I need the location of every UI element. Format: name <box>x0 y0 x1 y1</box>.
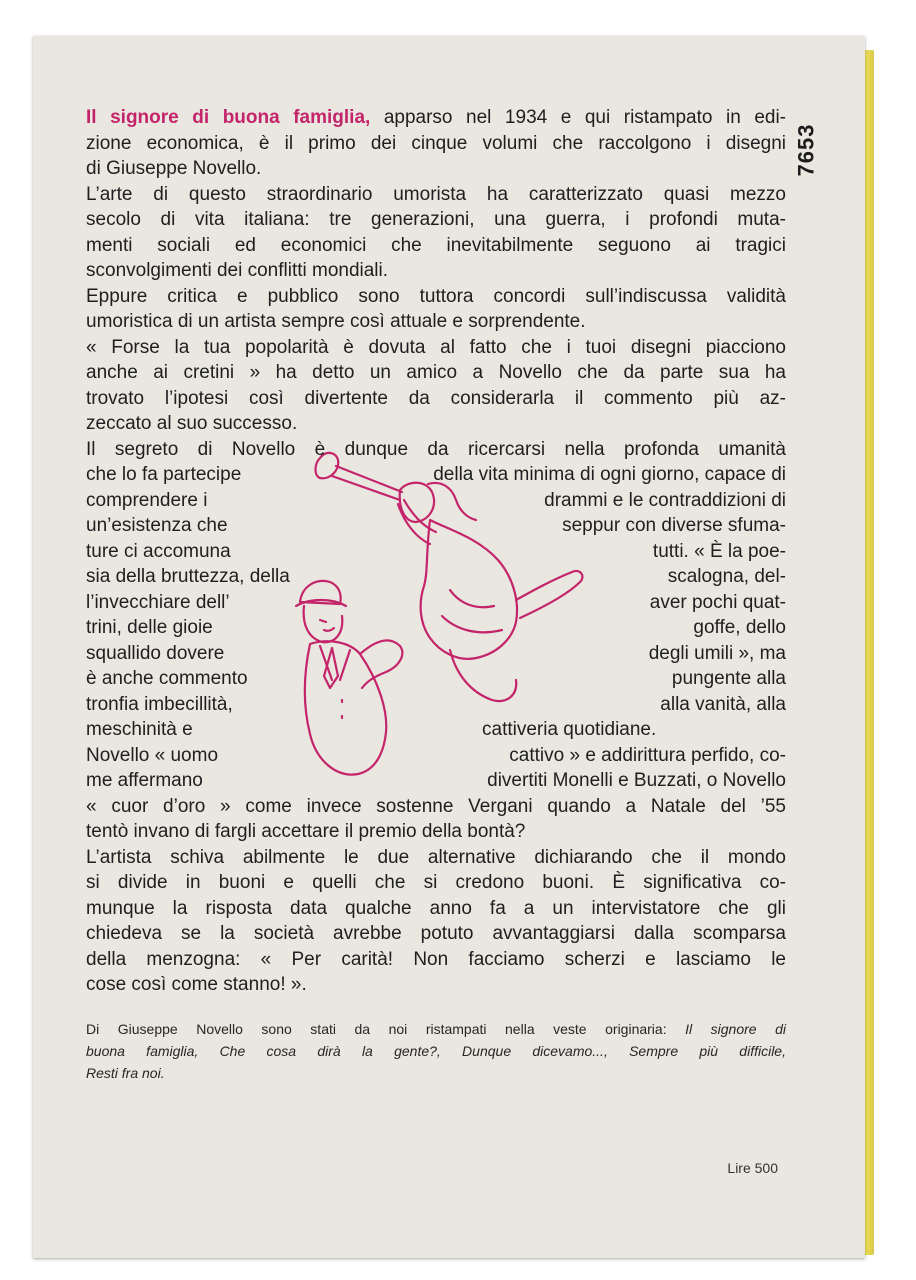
man-tie <box>324 648 338 688</box>
angel-dress-folds <box>442 590 502 632</box>
text-line-1 <box>86 106 786 130</box>
text-line-9: umoristica di un artista sempre così attuale e sorprendente. <box>86 311 586 332</box>
text-line-22-right: degli umili », ma <box>648 643 786 664</box>
note-line-1-italic: Il signore di <box>685 1021 786 1037</box>
text-line-8: Eppure critica e pubblico sono tuttora concordi sull’indiscussa validità <box>86 286 786 307</box>
angel-leg <box>516 571 582 618</box>
book-title-lead: Il signore di buona famiglia, <box>86 107 371 128</box>
text-line-17-right: seppur con diverse sfuma- <box>562 515 786 536</box>
text-line-21-right: goffe, dello <box>693 617 786 638</box>
text-line-10: « Forse la tua popolarità è dovuta al fatto che i tuoi disegni piacciono <box>86 337 786 358</box>
text-line-20-left: l’invecchiare dell’ <box>86 592 230 613</box>
text-line-24-left: tronfia imbecillità, <box>86 694 233 715</box>
text-line-16-left: comprendere i <box>86 490 208 511</box>
man-face <box>320 620 334 631</box>
catalog-number <box>786 110 826 190</box>
text-line-24-right: alla vanità, alla <box>660 694 786 715</box>
text-line-15-left: che lo fa partecipe <box>86 464 242 485</box>
man-head <box>304 606 343 642</box>
text-line-31: si divide in buoni e quelli che si credono buoni. È significativa co- <box>86 872 786 893</box>
text-line-35: cose così come stanno! ». <box>86 974 307 995</box>
text-line-23-right: pungente alla <box>671 668 786 689</box>
note-line-2-italic: buona famiglia, Che cosa dirà la gente?, Dunque dicevamo..., Sempre più difficile, <box>86 1043 786 1059</box>
text-line-25-left: meschinità e <box>86 719 193 740</box>
text-line-32: munque la risposta data qualche anno fa a un intervistatore che gli <box>86 898 786 919</box>
text-line-25-right: cattiveria quotidiane. <box>482 719 657 740</box>
text-line-15-right: della vita minima di ogni giorno, capace di <box>433 464 786 485</box>
text-line-26-left: Novello « uomo <box>86 745 219 766</box>
text-line-17-left: un’esistenza che <box>86 515 228 536</box>
angel-body <box>421 520 517 659</box>
text-line-21-left: trini, delle gioie <box>86 617 213 638</box>
text-line-2: zione economica, è il primo dei cinque volumi che raccolgono i disegni <box>86 133 786 154</box>
text-line-6: menti sociali ed economici che inevitabilmente seguono ai tragici <box>86 235 786 256</box>
text-line-33: chiedeva se la società avrebbe potuto avvantaggiarsi dalla scomparsa <box>86 923 786 944</box>
text-line-19-left: sia della bruttezza, della <box>86 566 290 587</box>
text-line-27-left: me affermano <box>86 770 203 791</box>
text-line-18-right: tutti. « È la poe- <box>652 541 786 562</box>
text-line-4: L’arte di questo straordinario umorista ha caratterizzato quasi mezzo <box>86 184 786 205</box>
text-line-29: tentò invano di fargli accettare il premio della bontà? <box>86 821 526 842</box>
price-label: Lire 500 <box>727 1160 778 1176</box>
note-line-1-plain: Di Giuseppe Novello sono stati da noi ristampati nella veste originaria: <box>86 1021 686 1037</box>
text-line-16-right: drammi e le contraddizioni di <box>544 490 786 511</box>
text-line-11: anche ai cretini » ha detto un amico a Novello che da parte sua ha <box>86 362 786 383</box>
note-line-3 <box>86 1062 786 1084</box>
text-line-14: Il segreto di Novello è dunque da ricercarsi nella profonda umanità <box>86 439 786 460</box>
text-line-27-right: divertiti Monelli e Buzzati, o Novello <box>487 770 786 791</box>
text-line-28: « cuor d’oro » come invece sostenne Vergani quando a Natale del ’55 <box>86 796 786 817</box>
text-line-22-left: squallido dovere <box>86 643 225 664</box>
catalog-number-text: 7653 <box>793 123 819 177</box>
text-line-19-right: scalogna, del- <box>667 566 786 587</box>
text-line-5: secolo di vita italiana: tre generazioni, una guerra, i profondi muta- <box>86 209 786 230</box>
text-line-20-right: aver pochi quat- <box>649 592 786 613</box>
text-line-12: trovato l’ipotesi così divertente da considerarla il commento più az- <box>86 388 786 409</box>
text-line-34: della menzogna: « Per carità! Non facciamo scherzi e lasciamo le <box>86 949 786 970</box>
text-line-23-left: è anche commento <box>86 668 248 689</box>
text-line-13: zeccato al suo successo. <box>86 413 298 434</box>
text-line-1-rest: apparso nel 1934 e qui ristampato in edi- <box>370 107 786 128</box>
note-line-3-italic: Resti fra noi. <box>86 1065 165 1081</box>
note-line-2 <box>86 1040 786 1062</box>
text-line-18-left: ture ci accomuna <box>86 541 231 562</box>
text-line-7: sconvolgimenti dei conflitti mondiali. <box>86 260 389 281</box>
note-line-1 <box>86 1018 786 1040</box>
text-line-26-right: cattivo » e addirittura perfido, co- <box>509 745 786 766</box>
text-line-30: L’artista schiva abilmente le due alternative dichiarando che il mondo <box>86 847 786 868</box>
text-line-3: di Giuseppe Novello. <box>86 158 262 179</box>
